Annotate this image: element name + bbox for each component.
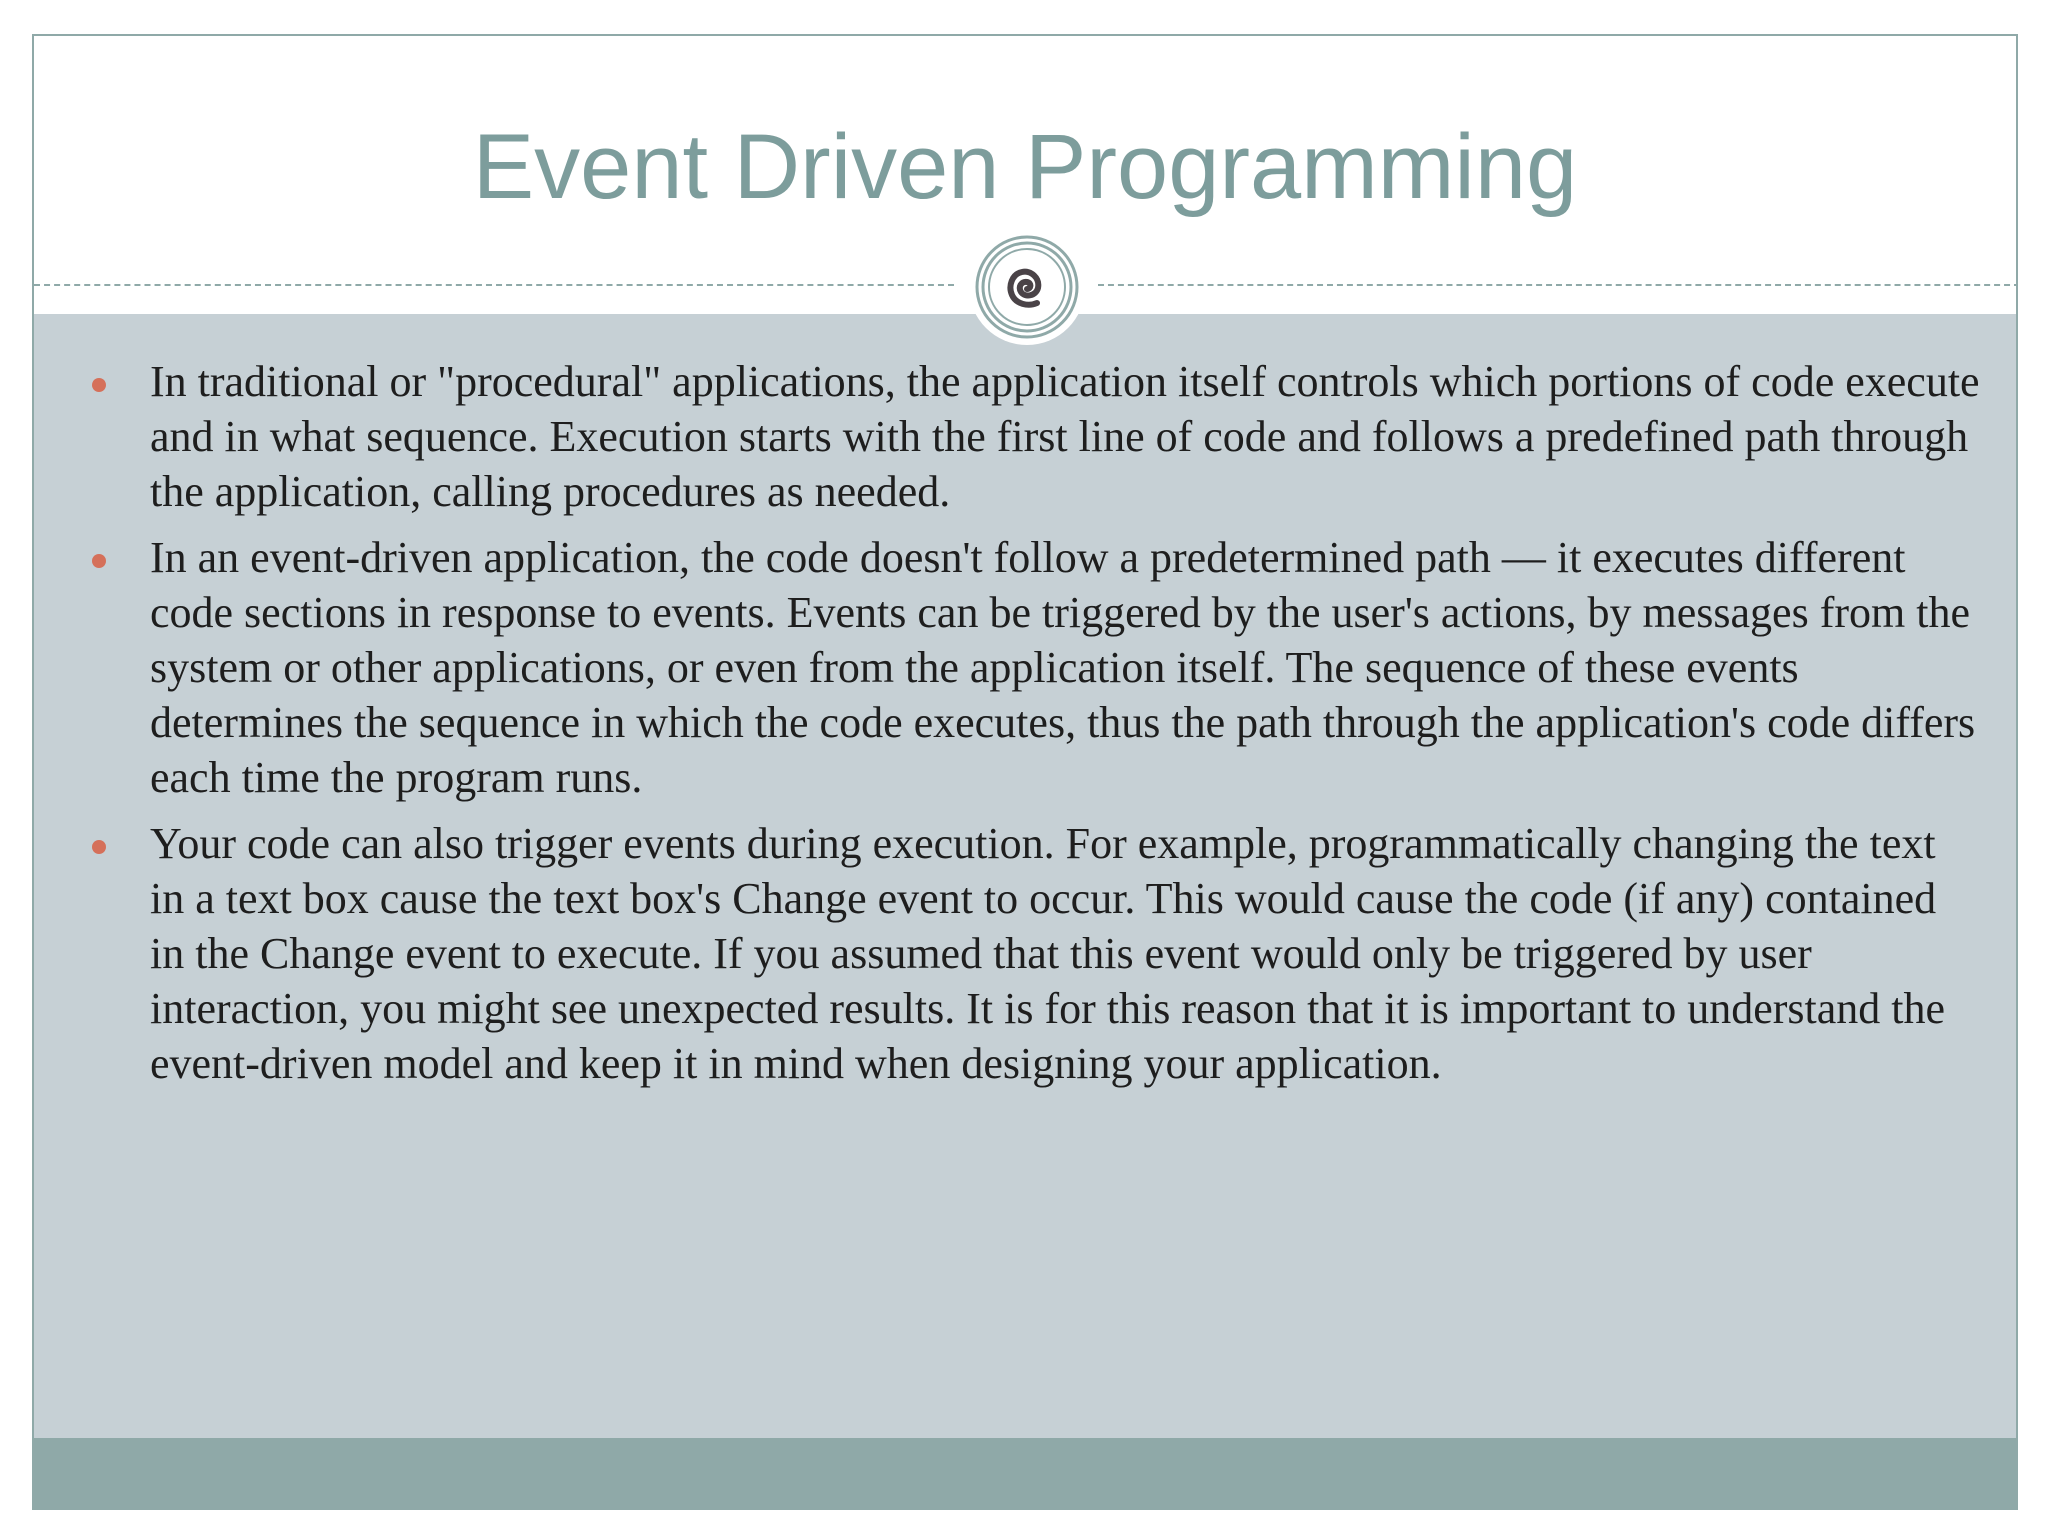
bullet-dot-icon [92,554,106,568]
bullet-dot-icon [92,840,106,854]
bullet-list [150,354,1980,1102]
slide [32,34,2018,1510]
bullet-item-2 [150,530,1980,805]
spiral-emblem-icon [974,234,1080,340]
slide-title: Event Driven Programming [472,116,1578,218]
bullet-item-3 [150,816,1980,1091]
title-divider-right [1098,284,2018,286]
bullet-text: In traditional or "procedural" applications, the application itself controls which portions of code execute and in what sequence. Execution starts with the first line of code and follows a predefined path through the application, calling procedures as needed. [150,357,1980,516]
footer-bar [34,1438,2016,1510]
bullet-dot-icon [92,378,106,392]
title-divider-left [34,284,954,286]
bullet-text: In an event-driven application, the code doesn't follow a predetermined path — it executes different code sections in response to events. Events can be triggered by the user's actions, by messages from the system or other applications, or even from the application itself. The sequence of these events determines the sequence in which the code executes, thus the path through the application's code differs each time the program runs. [150,533,1976,802]
bullet-item-1 [150,354,1980,519]
bullet-text: Your code can also trigger events during execution. For example, programmatically changing the text in a text box cause the text box's Change event to occur. This would cause the code (if any) contained in the Change event to execute. If you assumed that this event would only be triggered by user interaction, you might see unexpected results. It is for this reason that it is important to understand the event-driven model and keep it in mind when designing your application. [150,819,1946,1088]
